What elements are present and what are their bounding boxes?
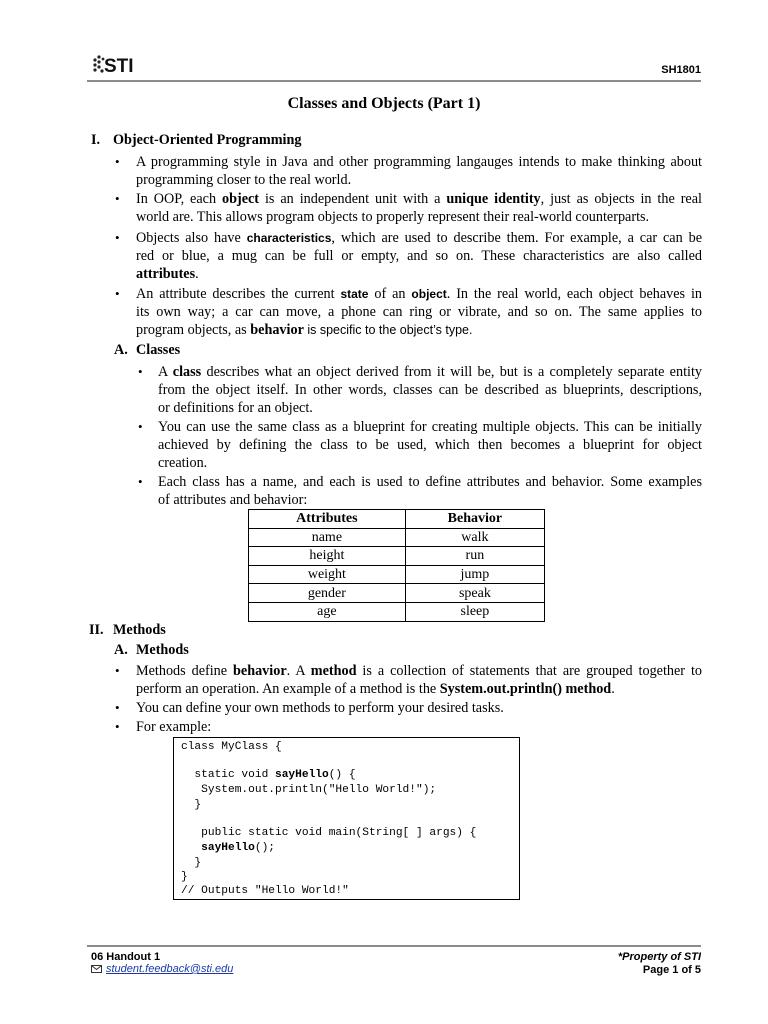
section-heading: Object-Oriented Programming xyxy=(113,132,302,148)
paragraph-line: achieved by defining the class to be used, which then becomes a blueprint for object xyxy=(158,437,702,453)
paragraph-line: red or blue, a mug can be full or empty, and so on. These characteristics are also called xyxy=(136,248,702,264)
subsection-heading: Methods xyxy=(136,642,189,658)
table-row xyxy=(249,547,545,566)
table-cell: gender xyxy=(249,584,406,603)
code-line: static void sayHello() { xyxy=(181,769,356,781)
code-line: } xyxy=(181,799,202,811)
code-line: class MyClass { xyxy=(181,741,282,753)
paragraph-line: world are. This allows program objects to properly represent their real-world counterparts. xyxy=(136,209,650,225)
paragraph-line: A programming style in Java and other programming langauges intends to make thinking about xyxy=(136,154,702,170)
code-line: public static void main(String[ ] args) { xyxy=(181,827,477,839)
code-line: // Outputs "Hello World!" xyxy=(181,885,349,897)
bullet: • xyxy=(115,700,120,715)
paragraph-line: Objects also have characteristics, which are used to describe them. For example, a car can be xyxy=(136,230,702,246)
paragraph-line: attributes. xyxy=(136,266,199,282)
bullet: • xyxy=(115,719,120,734)
table-header: Behavior xyxy=(405,510,544,529)
paragraph-line: perform an operation. An example of a method is the System.out.println() method. xyxy=(136,681,615,697)
paragraph-line: program objects, as behavior is specific to the object’s type. xyxy=(136,322,473,338)
sti-logo xyxy=(91,51,139,77)
attributes-behavior-table xyxy=(248,509,545,622)
table-cell: speak xyxy=(405,584,544,603)
bullet: • xyxy=(115,663,120,678)
code-line: } xyxy=(181,857,202,869)
code-line: } xyxy=(181,871,188,883)
paragraph-line: You can use the same class as a blueprint for creating multiple objects. This can be initially xyxy=(158,419,702,435)
paragraph-line: For example: xyxy=(136,719,212,735)
property-label: *Property of STI xyxy=(617,951,701,963)
subsection-number: A. xyxy=(114,342,128,358)
code-line: System.out.println("Hello World!"); xyxy=(181,784,437,796)
document-code: SH1801 xyxy=(661,64,701,76)
table-header-row xyxy=(249,510,545,529)
paragraph-line: You can define your own methods to perform your desired tasks. xyxy=(136,700,504,716)
paragraph-line: Methods define behavior. A method is a collection of statements that are grouped together to xyxy=(136,663,703,679)
code-block xyxy=(173,737,520,900)
table-row xyxy=(249,565,545,584)
table-cell: jump xyxy=(405,565,544,584)
paragraph-line: Each class has a name, and each is used to define attributes and behavior. Some examples xyxy=(158,474,702,490)
section-number: II. xyxy=(89,622,104,638)
table-cell: sleep xyxy=(405,602,544,621)
bullet: • xyxy=(115,191,120,206)
mail-icon xyxy=(91,965,102,973)
bullet: • xyxy=(115,154,120,169)
table-cell: walk xyxy=(405,528,544,547)
paragraph-line: programming closer to the real world. xyxy=(136,172,352,188)
code-line: sayHello(); xyxy=(201,842,276,854)
table-cell: run xyxy=(405,547,544,566)
table-cell: weight xyxy=(249,565,406,584)
header-rule xyxy=(87,80,701,82)
bullet: • xyxy=(138,474,143,489)
paragraph-line: its own way; a car can move, a phone can ring or vibrate, and so on. The same applies to xyxy=(136,304,702,320)
page-title: Classes and Objects (Part 1) xyxy=(287,95,481,112)
paragraph-line: An attribute describes the current state of an object. In the real world, each object behaves in xyxy=(136,286,702,302)
table-row xyxy=(249,602,545,621)
bullet: • xyxy=(138,364,143,379)
bullet: • xyxy=(115,230,120,245)
table-row xyxy=(249,584,545,603)
table-cell: height xyxy=(249,547,406,566)
svg-text:STI: STI xyxy=(104,56,134,77)
email-link[interactable]: student.feedback@sti.edu xyxy=(106,963,234,975)
page-number: Page 1 of 5 xyxy=(642,964,701,976)
section-heading: Methods xyxy=(113,622,166,638)
paragraph-line: creation. xyxy=(158,455,208,471)
paragraph-line: or definitions for an object. xyxy=(158,400,313,416)
bullet: • xyxy=(115,286,120,301)
paragraph-line: In OOP, each object is an independent unit with a unique identity, just as objects in the real xyxy=(136,191,702,207)
subsection-heading: Classes xyxy=(136,342,181,358)
table-cell: age xyxy=(249,602,406,621)
section-number: I. xyxy=(91,132,101,148)
footer-rule xyxy=(87,945,701,947)
table-row xyxy=(249,528,545,547)
handout-label: 06 Handout 1 xyxy=(91,951,161,963)
paragraph-line: from the object itself. In other words, classes can be described as blueprints, descriptions, xyxy=(158,382,702,398)
table-header: Attributes xyxy=(249,510,406,529)
table-cell: name xyxy=(249,528,406,547)
bullet: • xyxy=(138,419,143,434)
paragraph-line: A class describes what an object derived from it will be, but is a completely separate entity xyxy=(158,364,702,380)
paragraph-line: of attributes and behavior: xyxy=(158,492,308,508)
subsection-number: A. xyxy=(114,642,128,658)
